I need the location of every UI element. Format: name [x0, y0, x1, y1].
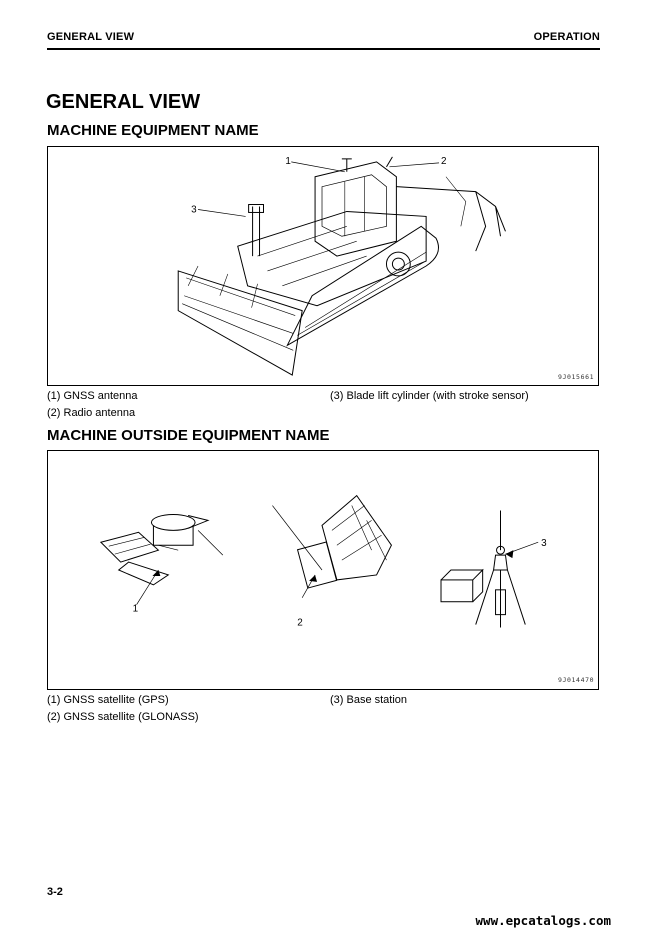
caption-gps-satellite: (1) GNSS satellite (GPS)	[47, 694, 169, 706]
page-number: 3-2	[47, 886, 63, 898]
figure-code-2: 9J014470	[558, 676, 595, 684]
header-chapter-title: OPERATION	[533, 31, 600, 43]
caption-gnss-antenna: (1) GNSS antenna	[47, 390, 138, 402]
figure-code-1: 9J015661	[558, 373, 595, 381]
caption-blade-lift-cylinder: (3) Blade lift cylinder (with stroke sensor)	[330, 390, 529, 402]
callout-1: 1	[285, 155, 291, 167]
caption-base-station: (3) Base station	[330, 694, 408, 706]
bulldozer-illustration	[47, 146, 599, 386]
callout-base-station: 3	[541, 538, 547, 550]
page-title: GENERAL VIEW	[46, 91, 201, 113]
header-section-title: GENERAL VIEW	[47, 31, 135, 43]
section-heading-machine-equipment: MACHINE EQUIPMENT NAME	[47, 122, 259, 139]
bulldozer-drawing	[48, 147, 598, 385]
caption-glonass-satellite: (2) GNSS satellite (GLONASS)	[47, 711, 199, 723]
caption-radio-antenna: (2) Radio antenna	[47, 407, 136, 419]
callout-3: 3	[191, 204, 197, 216]
outside-equipment-drawing	[48, 451, 598, 689]
callout-gps: 1	[132, 603, 139, 615]
header-rule	[47, 48, 600, 50]
callout-2: 2	[441, 155, 447, 167]
section-heading-outside-equipment: MACHINE OUTSIDE EQUIPMENT NAME	[47, 427, 330, 444]
outside-equipment-illustration	[47, 450, 599, 690]
footer-watermark-url: www.epcatalogs.com	[475, 913, 611, 928]
callout-glonass: 2	[297, 617, 303, 629]
